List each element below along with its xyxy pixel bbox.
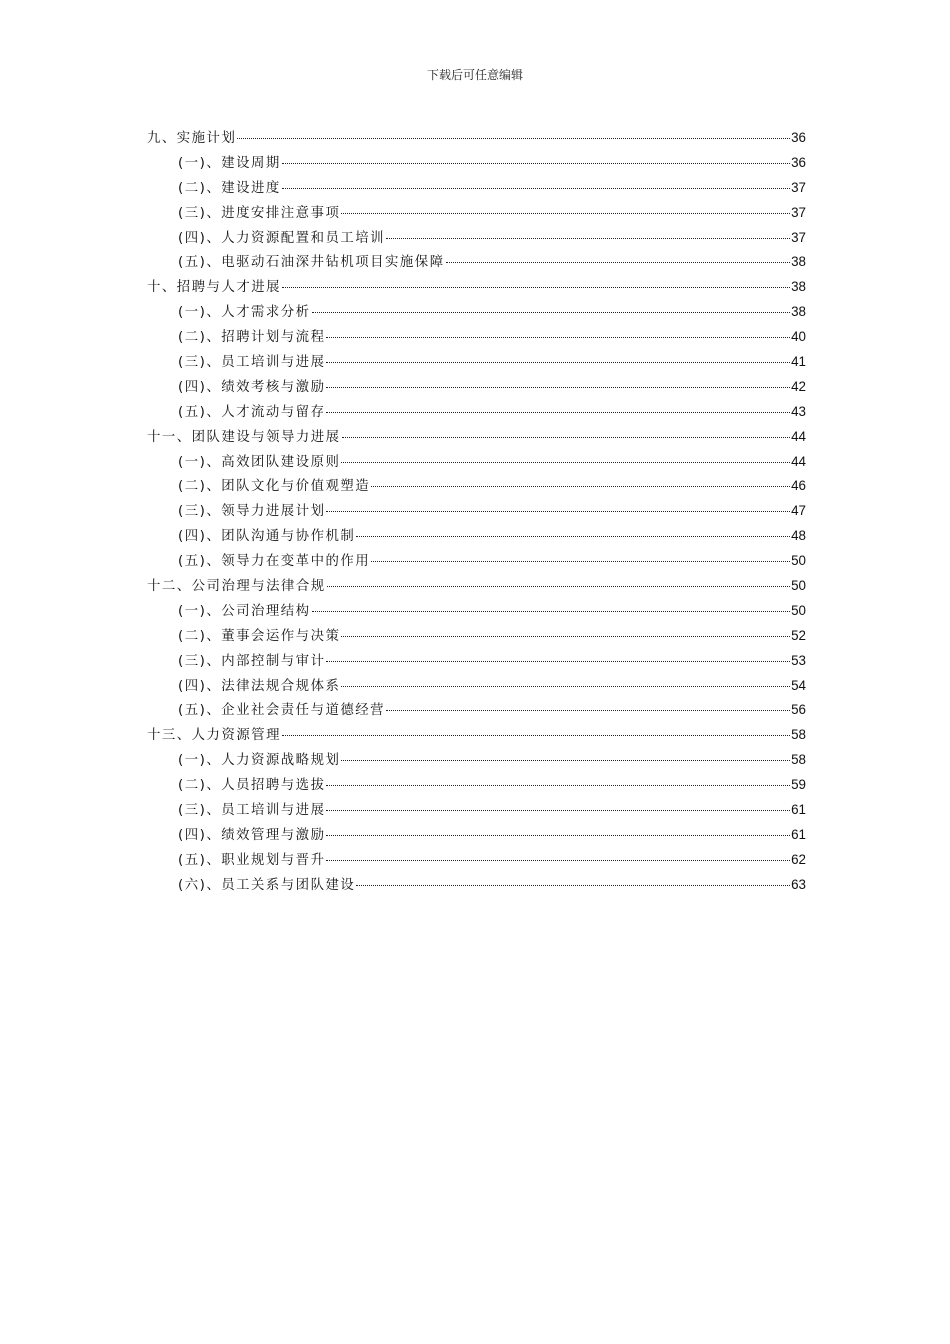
toc-dot-leader bbox=[356, 535, 790, 537]
toc-entry-title: (四)、团队沟通与协作机制 bbox=[178, 529, 356, 545]
toc-entry-page-number: 44 bbox=[791, 453, 806, 469]
toc-section-entry[interactable] bbox=[147, 524, 806, 549]
toc-section-entry[interactable] bbox=[147, 599, 806, 624]
page-header: 下载后可任意编辑 bbox=[426, 68, 523, 82]
toc-dot-leader bbox=[341, 212, 790, 214]
toc-dot-leader bbox=[446, 261, 791, 263]
toc-dot-leader bbox=[341, 461, 790, 463]
toc-dot-leader bbox=[326, 386, 790, 388]
toc-dot-leader bbox=[326, 834, 790, 836]
toc-entry-title: (一)、公司治理结构 bbox=[178, 603, 311, 619]
toc-section-entry[interactable] bbox=[147, 549, 806, 574]
toc-section-entry[interactable] bbox=[147, 450, 806, 475]
toc-section-entry[interactable] bbox=[147, 375, 806, 400]
toc-entry-title: (二)、董事会运作与决策 bbox=[178, 628, 341, 644]
toc-dot-leader bbox=[282, 187, 790, 189]
toc-entry-title: (三)、员工培训与进展 bbox=[178, 803, 326, 819]
toc-entry-page-number: 50 bbox=[791, 553, 806, 569]
toc-section-entry[interactable] bbox=[147, 474, 806, 499]
toc-dot-leader bbox=[342, 436, 791, 438]
toc-entry-page-number: 59 bbox=[791, 777, 806, 793]
toc-entry-title: (四)、法律法规合规体系 bbox=[178, 678, 341, 694]
toc-dot-leader bbox=[356, 884, 790, 886]
toc-chapter-entry[interactable] bbox=[147, 723, 806, 748]
toc-dot-leader bbox=[371, 560, 790, 562]
toc-section-entry[interactable] bbox=[147, 325, 806, 350]
toc-entry-title: (二)、团队文化与价值观塑造 bbox=[178, 479, 371, 495]
toc-entry-title: (四)、绩效考核与激励 bbox=[178, 379, 326, 395]
toc-section-entry[interactable] bbox=[147, 300, 806, 325]
toc-entry-page-number: 47 bbox=[791, 503, 806, 519]
toc-entry-title: 十二、公司治理与法律合规 bbox=[147, 579, 326, 595]
toc-dot-leader bbox=[326, 859, 790, 861]
toc-entry-title: (二)、建设进度 bbox=[178, 180, 281, 196]
toc-entry-page-number: 61 bbox=[791, 826, 806, 842]
toc-entry-page-number: 38 bbox=[791, 279, 806, 295]
toc-entry-title: (一)、建设周期 bbox=[178, 155, 281, 171]
toc-entry-page-number: 58 bbox=[791, 727, 806, 743]
table-of-contents bbox=[147, 126, 806, 898]
toc-section-entry[interactable] bbox=[147, 649, 806, 674]
toc-section-entry[interactable] bbox=[147, 226, 806, 251]
toc-entry-title: (五)、职业规划与晋升 bbox=[178, 852, 326, 868]
toc-section-entry[interactable] bbox=[147, 798, 806, 823]
toc-dot-leader bbox=[312, 610, 791, 612]
toc-entry-page-number: 54 bbox=[791, 677, 806, 693]
toc-entry-title: (五)、人才流动与留存 bbox=[178, 404, 326, 420]
toc-entry-title: (三)、进度安排注意事项 bbox=[178, 205, 341, 221]
toc-dot-leader bbox=[282, 734, 790, 736]
toc-entry-page-number: 48 bbox=[791, 528, 806, 544]
toc-entry-page-number: 42 bbox=[791, 378, 806, 394]
toc-entry-page-number: 43 bbox=[791, 403, 806, 419]
toc-entry-page-number: 46 bbox=[791, 478, 806, 494]
toc-section-entry[interactable] bbox=[147, 698, 806, 723]
toc-entry-title: (六)、员工关系与团队建设 bbox=[178, 877, 356, 893]
toc-entry-page-number: 63 bbox=[791, 876, 806, 892]
toc-entry-page-number: 40 bbox=[791, 329, 806, 345]
toc-section-entry[interactable] bbox=[147, 151, 806, 176]
toc-entry-title: 十一、团队建设与领导力进展 bbox=[147, 429, 341, 445]
toc-entry-page-number: 50 bbox=[791, 578, 806, 594]
toc-dot-leader bbox=[326, 660, 790, 662]
toc-entry-title: (一)、人力资源战略规划 bbox=[178, 753, 341, 769]
toc-entry-title: (四)、绩效管理与激励 bbox=[178, 827, 326, 843]
toc-entry-title: 十三、人力资源管理 bbox=[147, 728, 282, 744]
toc-chapter-entry[interactable] bbox=[147, 126, 806, 151]
toc-dot-leader bbox=[326, 510, 790, 512]
toc-dot-leader bbox=[282, 162, 790, 164]
toc-section-entry[interactable] bbox=[147, 848, 806, 873]
toc-dot-leader bbox=[326, 361, 790, 363]
toc-chapter-entry[interactable] bbox=[147, 425, 806, 450]
toc-section-entry[interactable] bbox=[147, 674, 806, 699]
toc-entry-page-number: 37 bbox=[791, 229, 806, 245]
toc-entry-title: (三)、员工培训与进展 bbox=[178, 355, 326, 371]
toc-entry-page-number: 53 bbox=[791, 652, 806, 668]
toc-dot-leader bbox=[282, 286, 790, 288]
toc-section-entry[interactable] bbox=[147, 873, 806, 898]
toc-section-entry[interactable] bbox=[147, 176, 806, 201]
toc-entry-page-number: 52 bbox=[791, 627, 806, 643]
toc-entry-title: (二)、人员招聘与选拔 bbox=[178, 778, 326, 794]
toc-dot-leader bbox=[326, 809, 790, 811]
toc-dot-leader bbox=[237, 137, 790, 139]
toc-entry-page-number: 41 bbox=[791, 354, 806, 370]
toc-dot-leader bbox=[326, 411, 790, 413]
toc-entry-title: (五)、领导力在变革中的作用 bbox=[178, 554, 371, 570]
toc-dot-leader bbox=[326, 784, 790, 786]
toc-section-entry[interactable] bbox=[147, 201, 806, 226]
toc-entry-page-number: 44 bbox=[791, 428, 806, 444]
toc-dot-leader bbox=[312, 311, 791, 313]
toc-dot-leader bbox=[327, 585, 790, 587]
toc-entry-page-number: 38 bbox=[791, 254, 806, 270]
toc-entry-page-number: 58 bbox=[791, 752, 806, 768]
toc-section-entry[interactable] bbox=[147, 400, 806, 425]
toc-entry-title: (三)、领导力进展计划 bbox=[178, 504, 326, 520]
toc-entry-title: (五)、企业社会责任与道德经营 bbox=[178, 703, 386, 719]
toc-entry-title: (一)、高效团队建设原则 bbox=[178, 454, 341, 470]
toc-section-entry[interactable] bbox=[147, 748, 806, 773]
toc-entry-page-number: 50 bbox=[791, 602, 806, 618]
toc-entry-page-number: 36 bbox=[791, 154, 806, 170]
toc-chapter-entry[interactable] bbox=[147, 574, 806, 599]
toc-entry-page-number: 61 bbox=[791, 802, 806, 818]
toc-entry-title: 十、招聘与人才进展 bbox=[147, 280, 282, 296]
toc-dot-leader bbox=[326, 336, 790, 338]
toc-entry-title: (二)、招聘计划与流程 bbox=[178, 330, 326, 346]
toc-entry-title: (四)、人力资源配置和员工培训 bbox=[178, 230, 386, 246]
toc-entry-title: 九、实施计划 bbox=[147, 131, 237, 146]
toc-section-entry[interactable] bbox=[147, 823, 806, 848]
toc-dot-leader bbox=[386, 709, 790, 711]
toc-entry-page-number: 56 bbox=[791, 702, 806, 718]
toc-section-entry[interactable] bbox=[147, 350, 806, 375]
toc-entry-title: (五)、电驱动石油深井钻机项目实施保障 bbox=[178, 255, 445, 271]
toc-dot-leader bbox=[341, 685, 790, 687]
toc-dot-leader bbox=[386, 237, 790, 239]
toc-dot-leader bbox=[341, 759, 790, 761]
toc-entry-page-number: 37 bbox=[791, 179, 806, 195]
toc-section-entry[interactable] bbox=[147, 250, 806, 275]
toc-entry-page-number: 62 bbox=[791, 851, 806, 867]
toc-section-entry[interactable] bbox=[147, 773, 806, 798]
toc-entry-page-number: 38 bbox=[791, 304, 806, 320]
toc-chapter-entry[interactable] bbox=[147, 275, 806, 300]
toc-entry-title: (三)、内部控制与审计 bbox=[178, 653, 326, 669]
toc-entry-page-number: 36 bbox=[791, 130, 806, 145]
toc-entry-page-number: 37 bbox=[791, 204, 806, 220]
toc-dot-leader bbox=[341, 635, 790, 637]
toc-entry-title: (一)、人才需求分析 bbox=[178, 305, 311, 321]
toc-section-entry[interactable] bbox=[147, 624, 806, 649]
toc-dot-leader bbox=[371, 485, 790, 487]
toc-section-entry[interactable] bbox=[147, 499, 806, 524]
